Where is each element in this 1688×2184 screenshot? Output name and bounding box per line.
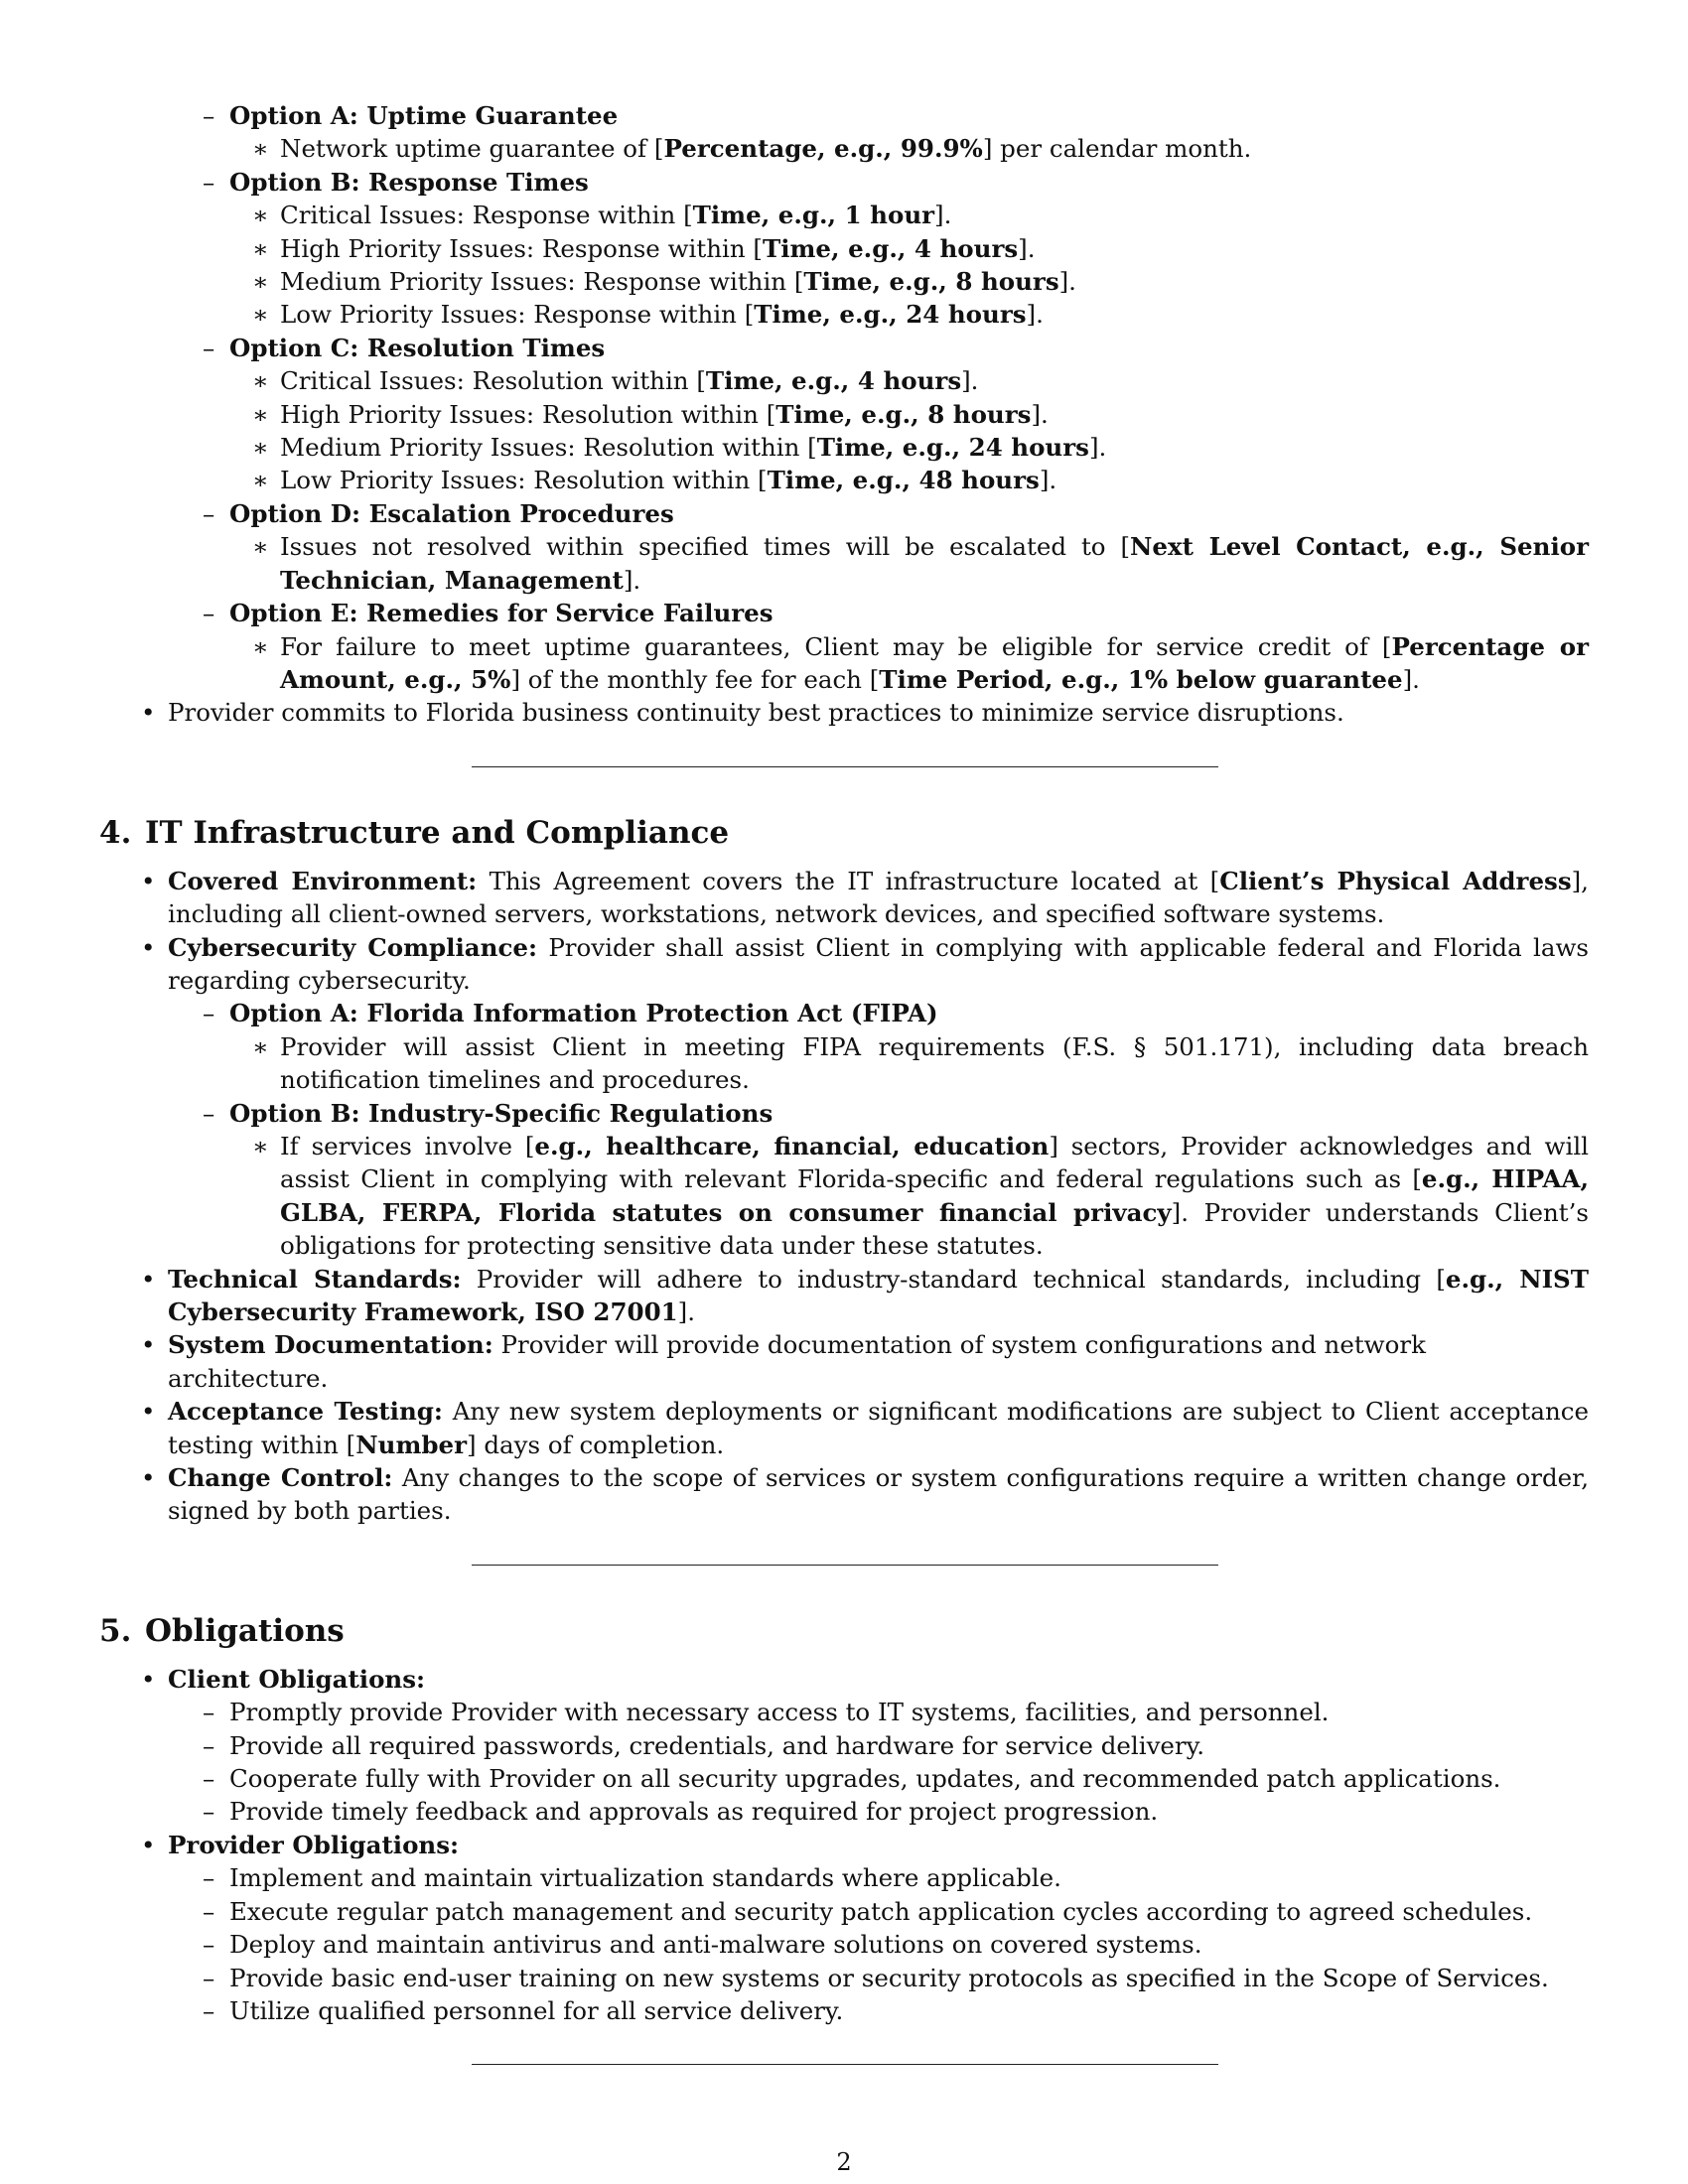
section-4-heading: 4. IT Infrastructure and Compliance xyxy=(99,814,730,851)
list-item: ∗ If services involve [e.g., healthcare, financial, education] sectors, Provider acknowledges and will assist Client in complying with relevant Florida-specific and federal regulations such as [e.g., HIPAA, GLBA, FERPA, Florida statutes on consumer financial privacy]. Provider understands Client’s obligations for protecting sensitive data under these statutes. xyxy=(252,1131,1589,1261)
list-item-system-documentation: • System Documentation: Provider will provide documentation of system configurations and network architecture. xyxy=(141,1330,1426,1393)
list-item: – Provide timely feedback and approvals as required for project progression. xyxy=(203,1797,1159,1827)
list-item: – Deploy and maintain antivirus and anti-malware solutions on covered systems. xyxy=(203,1930,1202,1960)
list-item: ∗ Medium Priority Issues: Response within [Time, e.g., 8 hours]. xyxy=(252,267,1076,297)
list-item-acceptance-testing: • Acceptance Testing: Any new system deployments or significant modifications are subject to Client acceptance testing within [Number] days of completion. xyxy=(141,1397,1590,1459)
document-page xyxy=(99,99,1589,2065)
list-item-covered-environment: • Covered Environment: This Agreement covers the IT infrastructure located at [Client’s Physical Address], including all client-owned servers, workstations, network devices, and specified software systems. xyxy=(141,866,1589,929)
list-item: – Utilize qualified personnel for all service delivery. xyxy=(203,1995,844,2025)
list-item-technical-standards: • Technical Standards: Provider will adhere to industry-standard technical standards, including [e.g., NIST Cybersecurity Framework, ISO 27001]. xyxy=(141,1264,1589,1326)
list-item: – Execute regular patch management and security patch application cycles according to agreed schedules. xyxy=(203,1896,1533,1926)
list-item-client-obligations: • Client Obligations: xyxy=(141,1664,426,1694)
list-item: – Promptly provide Provider with necessary access to IT systems, facilities, and personnel. xyxy=(203,1698,1330,1727)
list-item: ∗ Critical Issues: Resolution within [Time, e.g., 4 hours]. xyxy=(252,366,979,396)
list-item: – Cooperate fully with Provider on all security upgrades, updates, and recommended patch applications. xyxy=(203,1764,1501,1794)
list-item: ∗ Issues not resolved within specified times will be escalated to [Next Level Contact, e.g., Senior Technician, Management]. xyxy=(252,532,1590,595)
option-c-heading: – Option C: Resolution Times xyxy=(203,333,606,362)
section-divider xyxy=(472,2064,1218,2065)
section-divider xyxy=(472,766,1218,767)
list-item-cybersecurity-compliance: • Cybersecurity Compliance: Provider shall assist Client in complying with applicable federal and Florida laws regarding cybersecurity. xyxy=(141,932,1589,995)
option-a-heading: – Option A: Uptime Guarantee xyxy=(203,101,619,130)
list-item-provider-obligations: • Provider Obligations: xyxy=(141,1830,460,1859)
list-item: ∗ Low Priority Issues: Response within [Time, e.g., 24 hours]. xyxy=(252,300,1044,330)
option-e-heading: – Option E: Remedies for Service Failures xyxy=(203,599,774,628)
list-item: – Provide all required passwords, credentials, and hardware for service delivery. xyxy=(203,1730,1204,1760)
list-item: – Provide basic end-user training on new systems or security protocols as specified in the Scope of Services. xyxy=(203,1963,1549,1992)
page-number: 2 xyxy=(836,2148,852,2176)
list-item: – Implement and maintain virtualization standards where applicable. xyxy=(203,1863,1061,1893)
option-industry-heading: – Option B: Industry-Specific Regulations xyxy=(203,1098,774,1128)
list-item: • Provider commits to Florida business continuity best practices to minimize service disruptions. xyxy=(141,698,1344,728)
list-item: ∗ High Priority Issues: Resolution within [Time, e.g., 8 hours]. xyxy=(252,399,1049,429)
list-item: ∗ Medium Priority Issues: Resolution within [Time, e.g., 24 hours]. xyxy=(252,433,1107,463)
list-item-change-control: • Change Control: Any changes to the scope of services or system configurations require a written change order, signed by both parties. xyxy=(141,1463,1589,1526)
list-item: ∗ Provider will assist Client in meeting FIPA requirements (F.S. § 501.171), including data breach notification timelines and procedures. xyxy=(252,1031,1589,1095)
section-divider xyxy=(472,1565,1218,1566)
option-d-heading: – Option D: Escalation Procedures xyxy=(203,498,674,528)
list-item: ∗ Low Priority Issues: Resolution within [Time, e.g., 48 hours]. xyxy=(252,466,1057,495)
list-item: ∗ High Priority Issues: Response within [Time, e.g., 4 hours]. xyxy=(252,233,1036,263)
list-item: ∗ Network uptime guarantee of [Percentage, e.g., 99.9%] per calendar month. xyxy=(252,134,1252,164)
section-5-heading: 5. Obligations xyxy=(99,1612,345,1649)
list-item: ∗ For failure to meet uptime guarantees, Client may be eligible for service credit of [Percentage or Amount, e.g., 5%] of the monthly fee for each [Time Period, e.g., 1% below guarantee]. xyxy=(252,631,1589,694)
list-item: ∗ Critical Issues: Response within [Time, e.g., 1 hour]. xyxy=(252,201,952,230)
option-fipa-heading: – Option A: Florida Information Protection Act (FIPA) xyxy=(203,999,938,1028)
option-b-heading: – Option B: Response Times xyxy=(203,167,589,197)
